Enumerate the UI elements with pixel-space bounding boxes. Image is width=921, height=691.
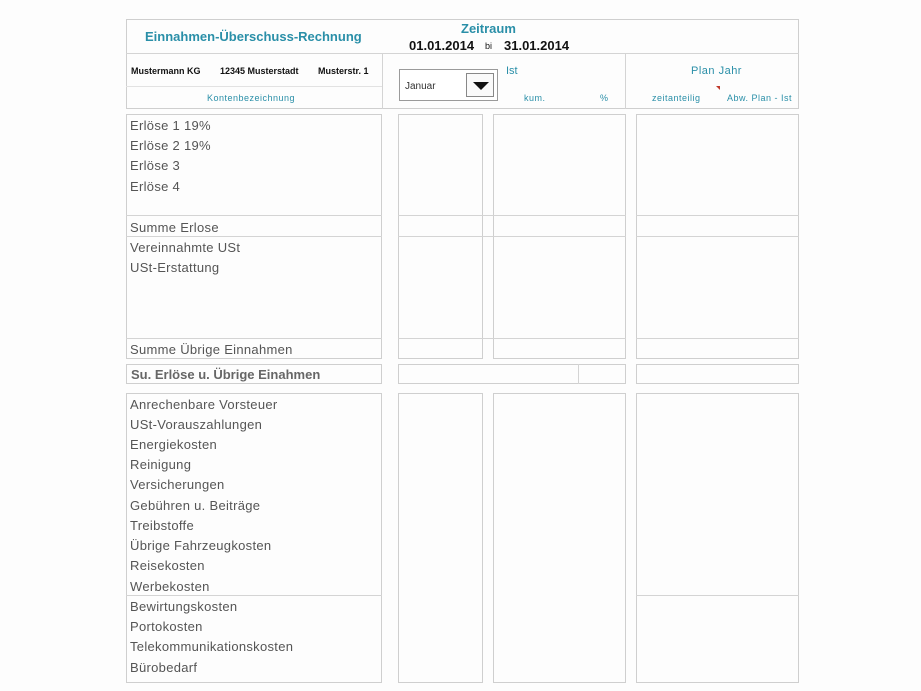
row-ausgabe: Telekommunikationskosten [130,639,294,654]
kum-label: kum. [524,93,546,103]
abw-plan-ist-label: Abw. Plan - Ist [727,93,793,103]
row-erloese-4: Erlöse 4 [130,179,181,194]
header-divider [126,53,799,54]
row-erloese-1: Erlöse 1 19% [130,118,211,133]
row-divider [126,338,382,339]
row-divider [636,595,799,596]
chevron-down-icon[interactable] [466,73,494,97]
row-ausgabe: Bewirtungskosten [130,599,238,614]
row-divider [126,215,382,216]
row-ausgabe: Reisekosten [130,558,205,573]
month-select-value: Januar [405,81,436,92]
plan-jahr-label: Plan Jahr [691,65,742,77]
row-summe-erloese: Summe Erlose [130,220,219,235]
ist-col-b-2 [493,393,626,683]
row-divider [398,236,626,237]
row-divider [636,236,799,237]
kontenbezeichnung-label: Kontenbezeichnung [207,93,296,103]
date-to[interactable]: 31.01.2014 [504,38,570,53]
date-from[interactable]: 01.01.2014 [409,38,475,53]
row-su-total: Su. Erlöse u. Übrige Einahmen [131,367,321,382]
company-city: 12345 Musterstadt [220,66,299,76]
row-ausgabe: Portokosten [130,619,203,634]
percent-label: % [600,93,609,103]
comment-marker-icon [716,86,720,90]
row-erloese-3: Erlöse 3 [130,158,181,173]
bis-label: bi [485,41,493,51]
row-ausgabe: Reinigung [130,457,192,472]
row-divider [398,338,626,339]
zeitanteilig-label: zeitanteilig [652,93,701,103]
month-select[interactable] [399,69,498,101]
row-ausgabe: Versicherungen [130,477,225,492]
plan-col-2 [636,393,799,683]
row-ausgabe: Werbekosten [130,579,210,594]
row-divider [398,215,626,216]
row-erloese-2: Erlöse 2 19% [130,138,211,153]
company-name: Mustermann KG [131,66,201,76]
row-ausgabe: Treibstoffe [130,518,194,533]
company-street: Musterstr. 1 [318,66,369,76]
row-divider [636,338,799,339]
row-divider [126,236,382,237]
ist-col-a-2 [398,393,483,683]
header-col-divider-1 [382,53,383,109]
row-ust-erstattung: USt-Erstattung [130,260,220,275]
total-row-plan [636,364,799,384]
row-ausgabe: USt-Vorauszahlungen [130,417,263,432]
ist-label: Ist [506,65,518,77]
row-divider [126,595,382,596]
row-divider [636,215,799,216]
row-ausgabe: Gebühren u. Beiträge [130,498,261,513]
header-col-divider-2 [625,53,626,109]
row-ausgabe: Anrechenbare Vorsteuer [130,397,278,412]
page-title: Einnahmen-Überschuss-Rechnung [145,29,362,44]
row-ausgabe: Energiekosten [130,437,218,452]
zeitraum-label: Zeitraum [461,21,516,36]
row-ausgabe: Bürobedarf [130,660,198,675]
row-ausgabe: Übrige Fahrzeugkosten [130,538,272,553]
row-summe-uebrige: Summe Übrige Einnahmen [130,342,293,357]
total-row-ist [398,364,626,384]
col-divider [578,364,579,384]
company-underline [126,86,382,87]
row-vereinnahmte-ust: Vereinnahmte USt [130,240,241,255]
